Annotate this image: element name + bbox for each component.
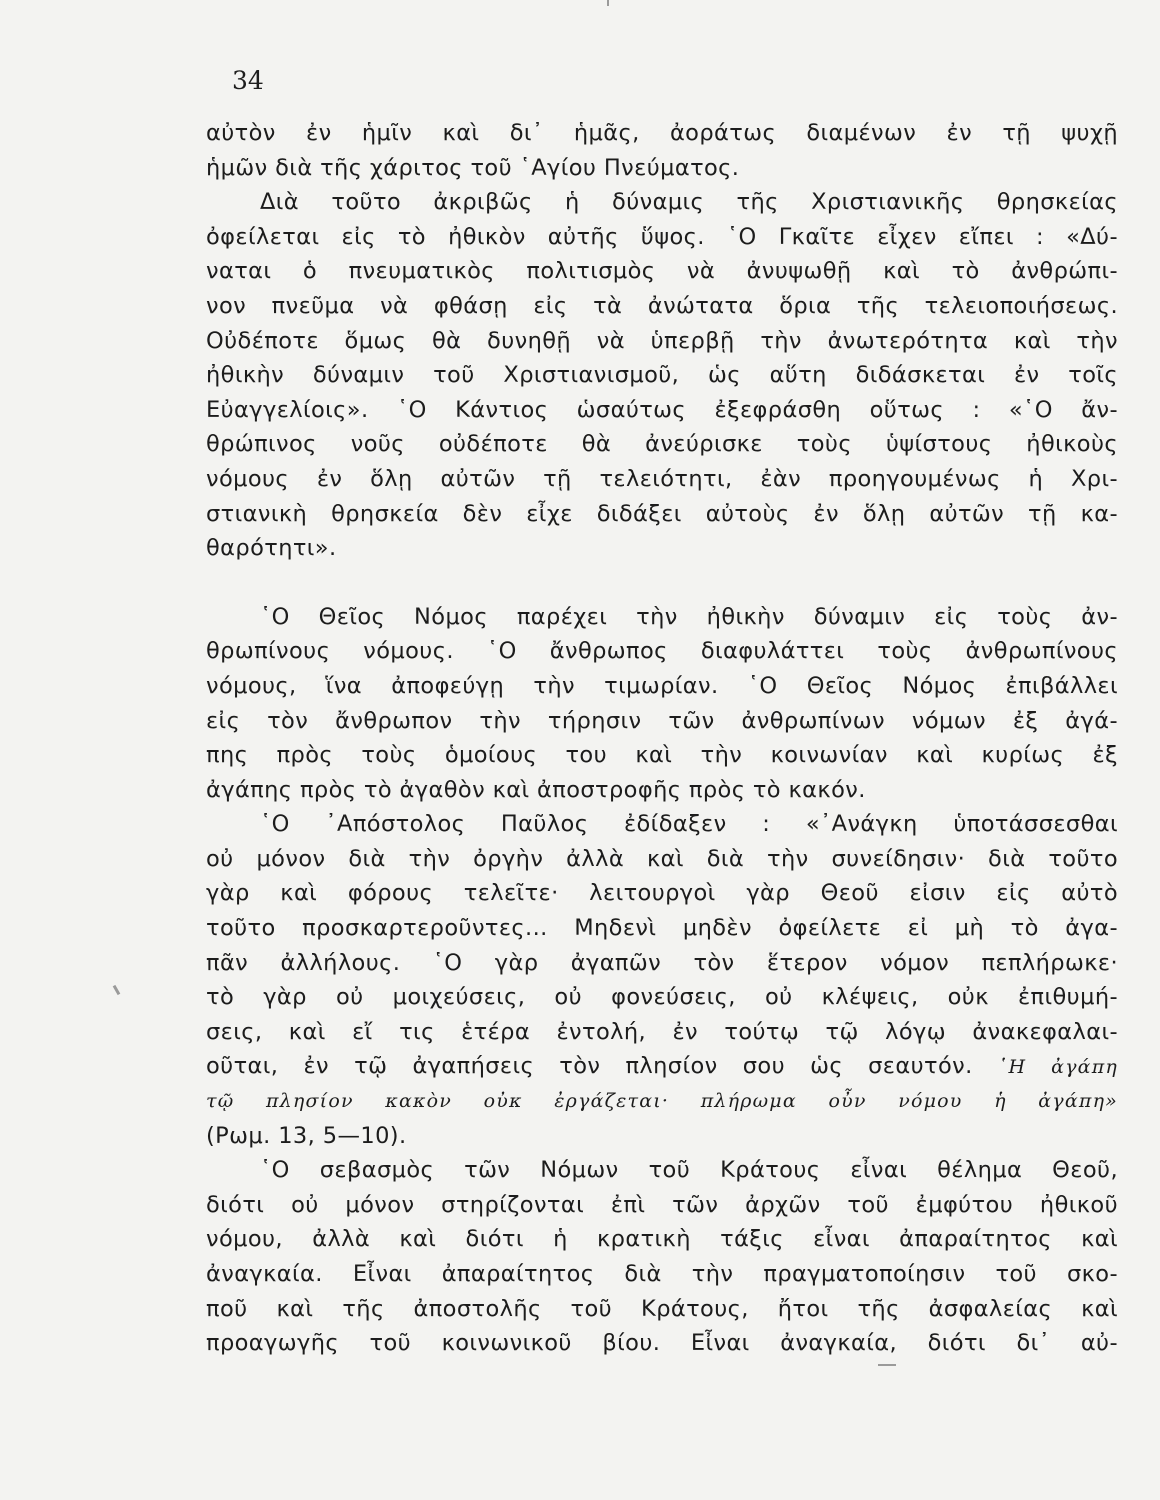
scripture-reference: (Ρωμ. 13, 5—10). bbox=[206, 1122, 407, 1149]
paragraph bbox=[206, 116, 1118, 185]
text-line: νον πνεῦμα νὰ φθάσῃ εἰς τὰ ἀνώτατα ὅρια τῆς τελειοποιήσεως. bbox=[206, 292, 1118, 319]
text-line: νόμους, ἵνα ἀποφεύγῃ τὴν τιμωρίαν. ῾Ο Θεῖος Νόμος ἐπιβάλλει bbox=[206, 672, 1118, 699]
text-line: Διὰ τοῦτο ἀκριβῶς ἡ δύναμις τῆς Χριστιανικῆς θρησκείας bbox=[260, 189, 1118, 216]
paragraph-quotation bbox=[206, 807, 1118, 1153]
text-line: ῾Ο Θεῖος Νόμος παρέχει τὴν ἠθικὴν δύναμιν εἰς τοὺς ἀν- bbox=[260, 603, 1118, 630]
scan-mark-bottom bbox=[878, 1364, 896, 1366]
text-line: αὐτὸν ἐν ἡμῖν καὶ δι᾽ ἡμᾶς, ἀοράτως διαμένων ἐν τῇ ψυχῇ bbox=[206, 120, 1118, 146]
text-line: ἡμῶν διὰ τῆς χάριτος τοῦ ῾Αγίου Πνεύματος. bbox=[206, 154, 740, 181]
text-line: Οὐδέποτε ὅμως θὰ δυνηθῇ νὰ ὑπερβῇ τὴν ἀνωτερότητα καὶ τὴν bbox=[206, 327, 1118, 354]
text-line: ἠθικὴν δύναμιν τοῦ Χριστιανισμοῦ, ὡς αὕτη διδάσκεται ἐν τοῖς bbox=[206, 362, 1118, 389]
text-line: θαρότητι». bbox=[206, 535, 337, 562]
body-text bbox=[206, 116, 1118, 1361]
scan-mark-left bbox=[113, 985, 121, 995]
text-line: θρώπινος νοῦς οὐδέποτε θὰ ἀνεύρισκε τοὺς ὑψίστους ἠθικοὺς bbox=[206, 431, 1118, 458]
text-line: προαγωγῆς τοῦ κοινωνικοῦ βίου. Εἶναι ἀναγκαία, διότι δι᾽ αὐ- bbox=[206, 1330, 1118, 1357]
text-line: διότι οὐ μόνον στηρίζονται ἐπὶ τῶν ἀρχῶν τοῦ ἐμφύτου ἠθικοῦ bbox=[206, 1191, 1118, 1218]
page-number: 34 bbox=[232, 66, 264, 95]
text-line-with-italic bbox=[206, 1049, 1118, 1084]
text-line: στιανικὴ θρησκεία δὲν εἶχε διδάξει αὐτοὺς ἐν ὅλῃ αὐτῶν τῇ κα- bbox=[206, 500, 1118, 527]
text-line: εἰς τὸν ἄνθρωπον τὴν τήρησιν τῶν ἀνθρωπίνων νόμων ἐξ ἀγά- bbox=[206, 707, 1118, 734]
scan-mark-top bbox=[607, 0, 609, 6]
text-line: ναται ὁ πνευματικὸς πολιτισμὸς νὰ ἀνυψωθῇ καὶ τὸ ἀνθρώπι- bbox=[206, 258, 1118, 285]
paragraph bbox=[206, 185, 1118, 566]
text-line: νόμους ἐν ὅλῃ αὐτῶν τῇ τελειότητι, ἐὰν προηγουμένως ἡ Χρι- bbox=[206, 465, 1118, 492]
text-segment: οῦται, ἐν τῷ ἀγαπήσεις τὸν πλησίον σου ὡς σεαυτόν. bbox=[206, 1053, 973, 1080]
paragraph-gap bbox=[206, 566, 1118, 600]
text-line: ποῦ καὶ τῆς ἀποστολῆς τοῦ Κράτους, ἤτοι τῆς ἀσφαλείας καὶ bbox=[206, 1295, 1118, 1322]
italic-quote-start: ῾Η ἀγάπη bbox=[997, 1056, 1118, 1079]
paragraph bbox=[206, 600, 1118, 808]
text-line: θρωπίνους νόμους. ῾Ο ἄνθρωπος διαφυλάττει τοὺς ἀνθρωπίνους bbox=[206, 638, 1118, 665]
text-line: οὐ μόνον διὰ τὴν ὀργὴν ἀλλὰ καὶ διὰ τὴν συνείδησιν· διὰ τοῦτο bbox=[206, 845, 1118, 872]
text-line: τοῦτο προσκαρτεροῦντες... Μηδενὶ μηδὲν ὀφείλετε εἰ μὴ τὸ ἀγα- bbox=[206, 915, 1118, 942]
text-line: νόμου, ἀλλὰ καὶ διότι ἡ κρατικὴ τάξις εἶναι ἀπαραίτητος καὶ bbox=[206, 1226, 1118, 1253]
text-line: γὰρ καὶ φόρους τελεῖτε· λειτουργοὶ γὰρ Θεοῦ εἰσιν εἰς αὐτὸ bbox=[206, 880, 1118, 907]
text-line: τὸ γὰρ οὐ μοιχεύσεις, οὐ φονεύσεις, οὐ κλέψεις, οὐκ ἐπιθυμή- bbox=[206, 984, 1118, 1011]
text-line: ἀναγκαία. Εἶναι ἀπαραίτητος διὰ τὴν πραγματοποίησιν τοῦ σκο- bbox=[206, 1261, 1118, 1287]
paragraph bbox=[206, 1153, 1118, 1361]
text-line: σεις, καὶ εἴ τις ἑτέρα ἐντολή, ἐν τούτῳ τῷ λόγῳ ἀνακεφαλαι- bbox=[206, 1018, 1118, 1045]
text-line: ὀφείλεται εἰς τὸ ἠθικὸν αὐτῆς ὕψος. ῾Ο Γκαῖτε εἶχεν εἴπει : «Δύ- bbox=[206, 223, 1118, 250]
italic-quote-line: τῷ πλησίον κακὸν οὐκ ἐργάζεται· πλήρωμα οὖν νόμου ἡ ἀγάπη» bbox=[206, 1090, 1118, 1113]
text-line: ἀγάπης πρὸς τὸ ἀγαθὸν καὶ ἀποστροφῆς πρὸς τὸ κακόν. bbox=[206, 776, 866, 803]
text-line: Εὐαγγελίοις». ῾Ο Κάντιος ὡσαύτως ἐξεφράσθη οὕτως : «῾Ο ἄν- bbox=[206, 396, 1118, 423]
text-line: ῾Ο σεβασμὸς τῶν Νόμων τοῦ Κράτους εἶναι θέλημα Θεοῦ, bbox=[260, 1157, 1118, 1184]
text-line: ῾Ο ᾿Απόστολος Παῦλος ἐδίδαξεν : «᾿Ανάγκη ὑποτάσσεσθαι bbox=[260, 811, 1118, 838]
text-line: πᾶν ἀλλήλους. ῾Ο γὰρ ἀγαπῶν τὸν ἕτερον νόμον πεπλήρωκε· bbox=[206, 949, 1118, 976]
text-line: πης πρὸς τοὺς ὁμοίους του καὶ τὴν κοινωνίαν καὶ κυρίως ἐξ bbox=[206, 742, 1118, 769]
